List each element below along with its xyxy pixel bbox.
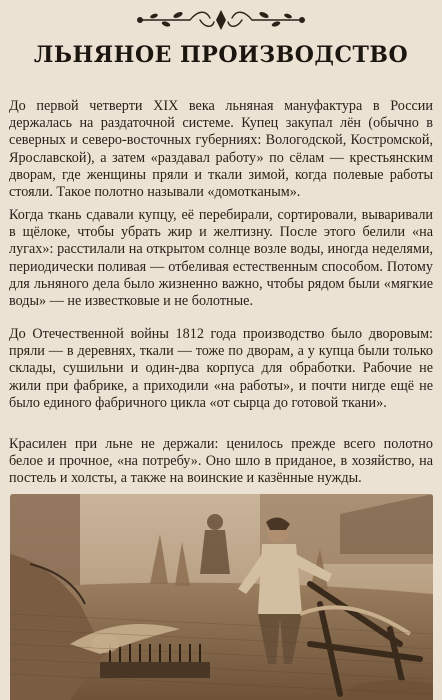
- flax-processing-illustration: [10, 494, 433, 700]
- illustration-scene: [10, 494, 433, 700]
- paragraph-production: [9, 326, 433, 412]
- paragraph-intro: [9, 98, 433, 201]
- paragraph-dyeing: [9, 436, 433, 488]
- paragraph-text: Когда ткань сдавали купцу, её перебирали, сортировали, вываривали в щёлоке, чтобы убрать жир и желтизну. После этого белили «на лугах»: расстилали на открытом солнце возле воды, иногда неделями, периодически поливая — отбеливая естественным способом. Потому для льняного дела было жизненно важно, чтобы рядом были «мягкие воды» — не известковые и не болотные.: [9, 207, 433, 310]
- paragraph-text: Красилен при льне не держали: ценилось прежде всего полотно белое и прочное, «на потребу». Оно шло в приданое, в хозяйство, на постель и холсты, а также на воинские и казённые нужды.: [9, 436, 433, 487]
- paragraph-text: До первой четверти XIX века льняная мануфактура в России держалась на раздаточной системе. Купец закупал лён (обычно в северных и северо-восточных губерниях: Вологодской, Костромской, Ярославской), а затем «раздавал работу» по сёлам — крестьянским дворам, где женщины пряли и ткали зимой, когда полевые работы стояли. Такое полотно называли «домотканым».: [9, 98, 433, 201]
- floral-divider-icon: [0, 4, 442, 34]
- paragraph-text: До Отечественной войны 1812 года производство было дворовым: пряли — в деревнях, ткали — тоже по дворам, а у купца были только склады, сушильни и один-два корпуса для обработки. Рабочие не жили при фабрике, а приходили «на работы», и почти нигде ещё не было единого фабричного цикла «от сырца до готовой ткани».: [9, 326, 433, 411]
- page-title: ЛЬНЯНОЕ ПРОИЗВОДСТВО: [33, 42, 409, 68]
- paragraph-bleaching: [9, 207, 433, 310]
